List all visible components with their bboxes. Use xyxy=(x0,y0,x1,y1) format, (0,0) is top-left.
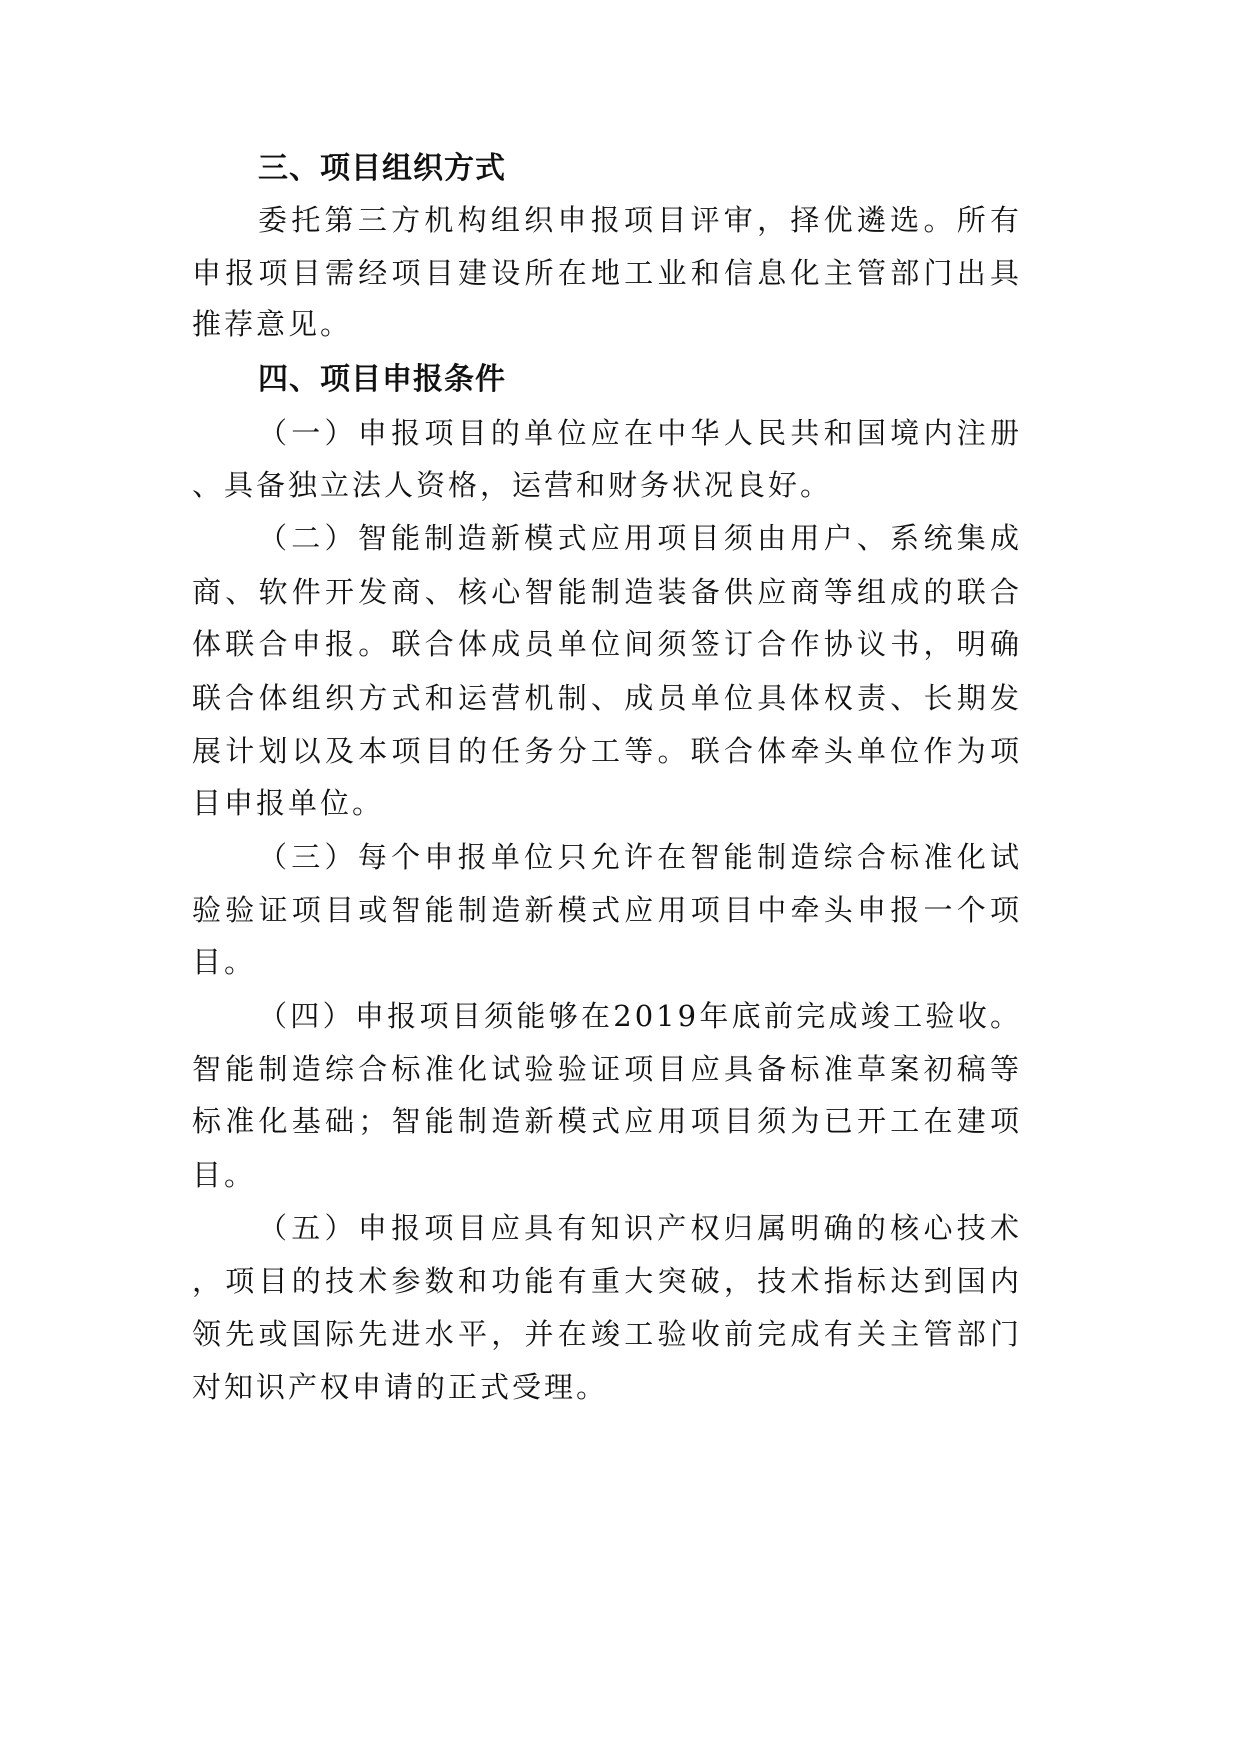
text-line: （四）申报项目须能够在2019年底前完成竣工验收。 xyxy=(258,999,1022,1033)
text-line: （一）申报项目的单位应在中华人民共和国境内注册 xyxy=(258,416,1022,450)
text-line: （五）申报项目应具有知识产权归属明确的核心技术 xyxy=(258,1211,1022,1245)
text-line: 商、软件开发商、核心智能制造装备供应商等组成的联合 xyxy=(192,575,1022,609)
text-line: 体联合申报。联合体成员单位间须签订合作协议书，明确 xyxy=(192,627,1022,661)
text-line: 目申报单位。 xyxy=(192,786,385,820)
text-line: 申报项目需经项目建设所在地工业和信息化主管部门出具 xyxy=(192,256,1022,290)
text-line: 智能制造综合标准化试验验证项目应具备标准草案初稿等 xyxy=(192,1052,1022,1086)
text-line: 展计划以及本项目的任务分工等。联合体牵头单位作为项 xyxy=(192,734,1022,768)
text-line: 目。 xyxy=(192,1158,257,1192)
text-line: 目。 xyxy=(192,945,257,979)
section-heading-3: 三、项目组织方式 xyxy=(258,151,506,186)
text-line: 委托第三方机构组织申报项目评审，择优遴选。所有 xyxy=(258,203,1022,237)
section-heading-4: 四、项目申报条件 xyxy=(258,362,506,397)
text-line: （二）智能制造新模式应用项目须由用户、系统集成 xyxy=(258,521,1022,555)
text-line: 推荐意见。 xyxy=(192,307,353,341)
text-line: 领先或国际先进水平，并在竣工验收前完成有关主管部门 xyxy=(192,1317,1022,1351)
text-line: 对知识产权申请的正式受理。 xyxy=(192,1370,609,1404)
text-line: （三）每个申报单位只允许在智能制造综合标准化试 xyxy=(258,840,1022,874)
text-line: 、具备独立法人资格，运营和财务状况良好。 xyxy=(192,468,833,502)
text-line: 联合体组织方式和运营机制、成员单位具体权责、长期发 xyxy=(192,681,1022,715)
text-line: 验验证项目或智能制造新模式应用项目中牵头申报一个项 xyxy=(192,893,1022,927)
text-line: ，项目的技术参数和功能有重大突破，技术指标达到国内 xyxy=(192,1264,1022,1298)
text-line: 标准化基础；智能制造新模式应用项目须为已开工在建项 xyxy=(192,1104,1022,1138)
